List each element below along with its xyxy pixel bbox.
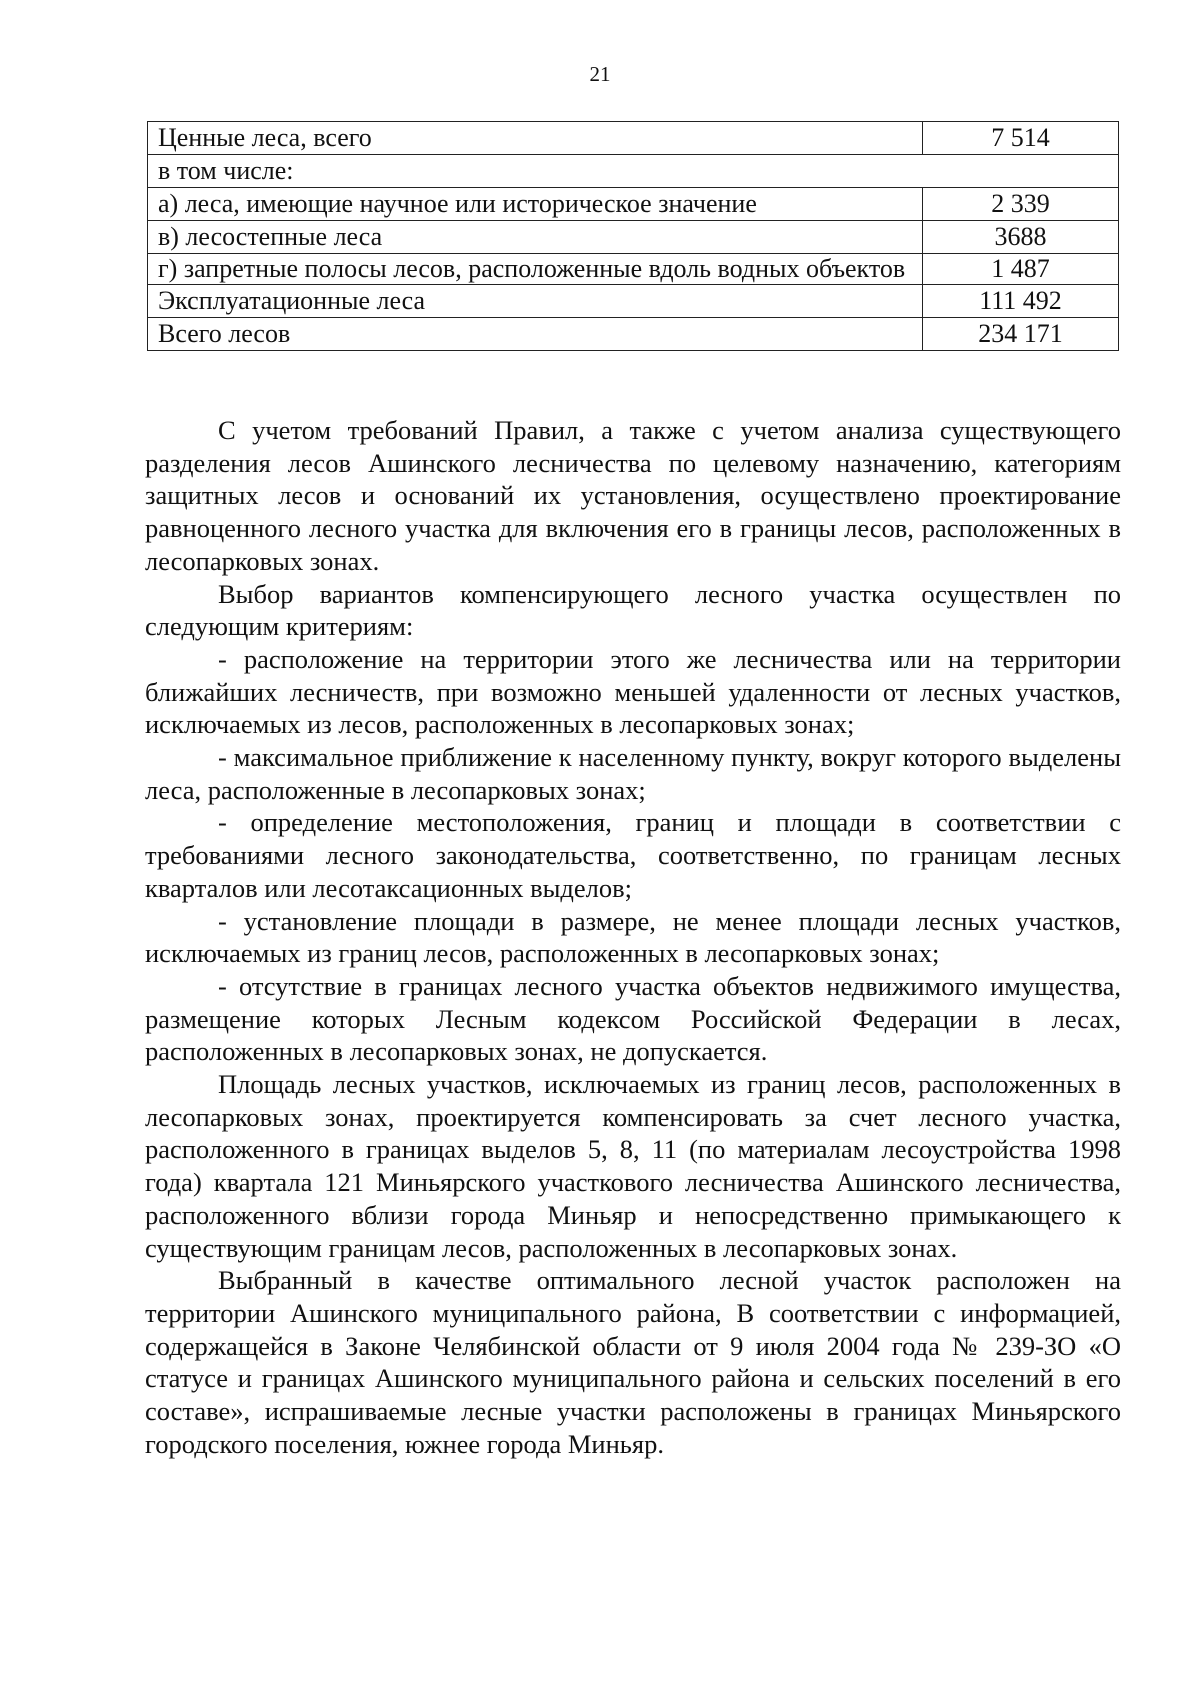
- table-row: [148, 188, 1119, 221]
- table-cell-label: г) запретные полосы лесов, расположенные вдоль водных объектов: [148, 254, 923, 285]
- table-cell-value: 234 171: [923, 318, 1119, 351]
- table-cell-label: Всего лесов: [148, 318, 923, 351]
- table-row: [148, 155, 1119, 188]
- document-body: [145, 414, 1121, 1461]
- table-cell-label: а) леса, имеющие научное или историческое значение: [148, 188, 923, 221]
- paragraph: С учетом требований Правил, а также с учетом анализа существующего разделения лесов Ашинского лесничества по целевому назначению, категориям защитных лесов и оснований их установления, осуществлено проектирование равноценного лесного участка для включения его в границы лесов, расположенных в лесопарковых зонах.: [145, 415, 1121, 576]
- list-item: - расположение на территории этого же лесничества или на территории ближайших лесничеств, при возможно меньшей удаленности от лесных участков, исключаемых из лесов, расположенных в лесопарковых зонах;: [145, 643, 1121, 740]
- table-row: [148, 221, 1119, 254]
- forest-area-table: [147, 121, 1119, 351]
- paragraph: Выбор вариантов компенсирующего лесного участка осуществлен по следующим критериям:: [145, 578, 1121, 642]
- page-number: 21: [589, 62, 611, 86]
- list-item: - установление площади в размере, не менее площади лесных участков, исключаемых из границ лесов, расположенных в лесопарковых зонах;: [145, 905, 1121, 969]
- list-item: - максимальное приближение к населенному пункту, вокруг которого выделены леса, расположенные в лесопарковых зонах;: [145, 742, 1121, 805]
- table-row: [148, 122, 1119, 155]
- table-row: [148, 254, 1119, 285]
- table-row: [148, 285, 1119, 318]
- table-cell-value: 7 514: [923, 122, 1119, 155]
- table-cell-value: 2 339: [923, 188, 1119, 221]
- table-cell-label: в) лесостепные леса: [148, 221, 923, 254]
- paragraph: Выбранный в качестве оптимального лесной участок расположен на территории Ашинского муниципального района, В соответствии с информацией, содержащейся в Законе Челябинской области от 9 июля 2004 года № 239-ЗО «О статусе и границах Ашинского муниципального района и сельских поселений в его составе», испрашиваемые лесные участки расположены в границах Миньярского городского поселения, южнее города Миньяр.: [145, 1265, 1121, 1459]
- list-item: - определение местоположения, границ и площади в соответствии с требованиями лесного законодательства, соответственно, по границам лесных кварталов или лесотаксационных выделов;: [145, 807, 1121, 903]
- table-cell-value: 1 487: [923, 254, 1119, 285]
- table-cell-label: Эксплуатационные леса: [148, 285, 923, 318]
- table-cell-value: 3688: [923, 221, 1119, 254]
- table-cell-label: Ценные леса, всего: [148, 122, 923, 155]
- paragraph: Площадь лесных участков, исключаемых из границ лесов, расположенных в лесопарковых зонах, проектируется компенсировать за счет лесного участка, расположенного в границах выделов 5, 8, 11 (по материалам лесоустройства 1998 года) квартала 121 Миньярского участкового лесничества Ашинского лесничества, расположенного вблизи города Миньяр и непосредственно примыкающего к существующим границам лесов, расположенных в лесопарковых зонах.: [145, 1069, 1121, 1263]
- table-row: [148, 318, 1119, 351]
- list-item: - отсутствие в границах лесного участка объектов недвижимого имущества, размещение которых Лесным кодексом Российской Федерации в лесах, расположенных в лесопарковых зонах, не допускается.: [145, 970, 1121, 1067]
- table-cell-label: в том числе:: [148, 155, 1119, 188]
- table-cell-value: 111 492: [923, 285, 1119, 318]
